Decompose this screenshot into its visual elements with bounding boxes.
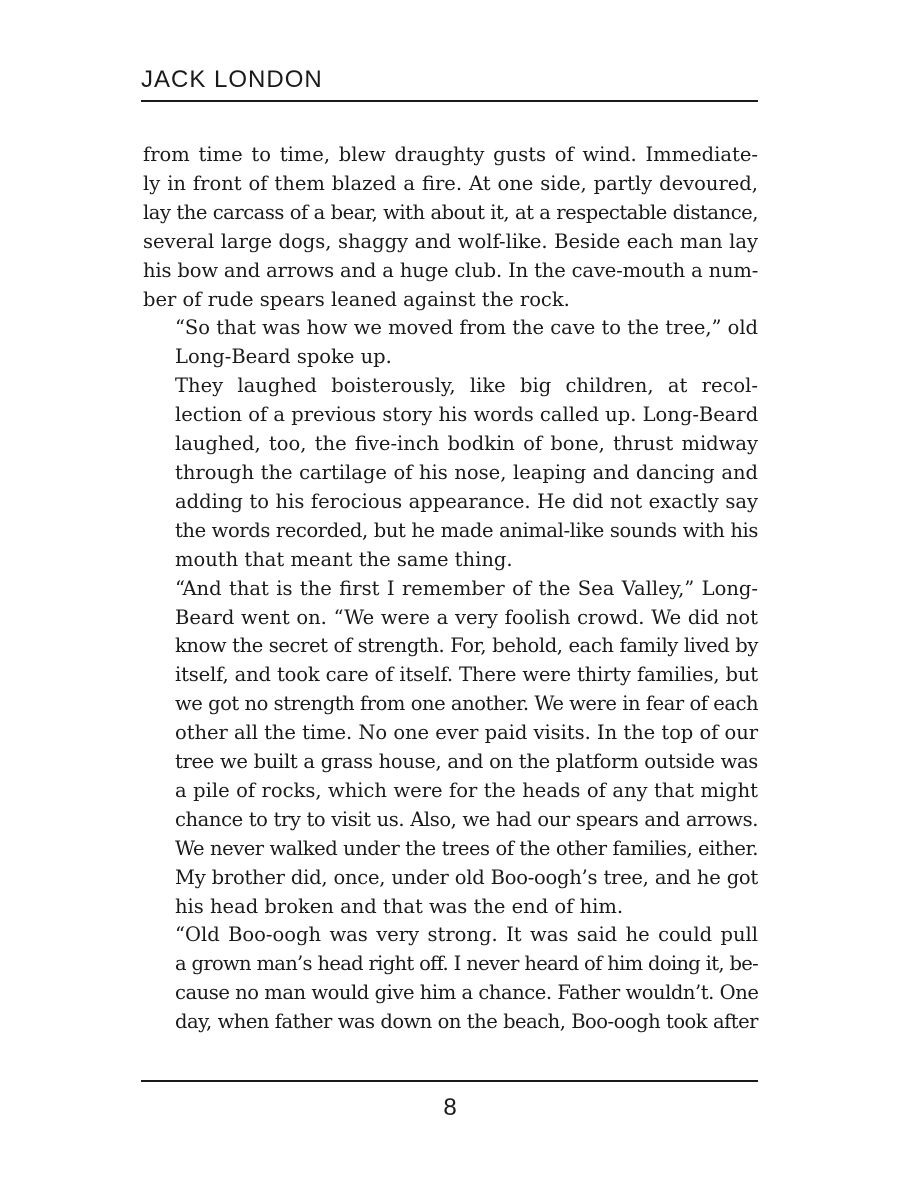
- text-line: “So that was how we moved from the cave to the tree,” old: [175, 316, 758, 340]
- text-line: We never walked under the trees of the other families, either.: [175, 836, 758, 860]
- text-line: “Old Boo-oogh was very strong. It was said he could pull: [175, 923, 758, 947]
- text-line: lay the carcass of a bear, with about it, at a respectable distance,: [143, 200, 758, 224]
- text-line: “And that is the first I remember of the Sea Valley,” Long-: [175, 576, 758, 600]
- paragraph: [143, 314, 758, 372]
- text-line: know the secret of strength. For, behold, each family lived by: [175, 634, 758, 658]
- text-line: ber of rude spears leaned against the rock.: [143, 287, 570, 311]
- text-line: adding to his ferocious appearance. He did not exactly say: [175, 489, 758, 513]
- text-line: mouth that meant the same thing.: [175, 547, 513, 571]
- text-line: tree we built a grass house, and on the platform outside was: [175, 750, 758, 774]
- text-line: several large dogs, shaggy and wolf-like. Beside each man lay: [143, 229, 758, 253]
- paragraph: [143, 575, 758, 922]
- text-line: They laughed boisterously, like big children, at recol-: [175, 374, 758, 398]
- paragraph: [143, 921, 758, 1037]
- text-line: itself, and took care of itself. There were thirty families, but: [175, 663, 758, 687]
- body-text: [143, 141, 758, 1037]
- text-line: through the cartilage of his nose, leaping and dancing and: [175, 460, 758, 484]
- text-line: from time to time, blew draughty gusts of wind. Immediate-: [143, 143, 758, 166]
- text-line: chance to try to visit us. Also, we had our spears and arrows.: [175, 807, 758, 831]
- page-number: 8: [443, 1094, 457, 1121]
- text-line: the words recorded, but he made animal-like sounds with his: [175, 518, 758, 542]
- text-line: laughed, too, the five-inch bodkin of bone, thrust midway: [175, 432, 758, 456]
- text-line: we got no strength from one another. We were in fear of each: [175, 692, 759, 716]
- text-line: cause no man would give him a chance. Father wouldn’t. One: [175, 981, 759, 1005]
- text-line: other all the time. No one ever paid visits. In the top of our: [175, 721, 758, 745]
- header-rule: [141, 100, 758, 102]
- text-line: My brother did, once, under old Boo-oogh’s tree, and he got: [175, 865, 758, 889]
- text-line: day, when father was down on the beach, Boo-oogh took after: [175, 1010, 758, 1034]
- text-line: lection of a previous story his words called up. Long-Beard: [175, 403, 759, 427]
- footer-rule: [141, 1080, 758, 1082]
- text-line: a grown man’s head right off. I never heard of him doing it, be-: [175, 952, 758, 976]
- text-line: his head broken and that was the end of him.: [175, 894, 624, 918]
- text-line: a pile of rocks, which were for the heads of any that might: [175, 778, 758, 802]
- paragraph: [143, 372, 758, 574]
- text-line: Long-Beard spoke up.: [175, 345, 392, 369]
- running-head-title: JACK LONDON: [141, 66, 323, 93]
- paragraph: [143, 141, 758, 314]
- text-line: Beard went on. “We were a very foolish crowd. We did not: [175, 605, 758, 629]
- text-line: his bow and arrows and a huge club. In the cave-mouth a num-: [143, 258, 759, 282]
- text-line: ly in front of them blazed a fire. At one side, partly devoured,: [143, 171, 758, 195]
